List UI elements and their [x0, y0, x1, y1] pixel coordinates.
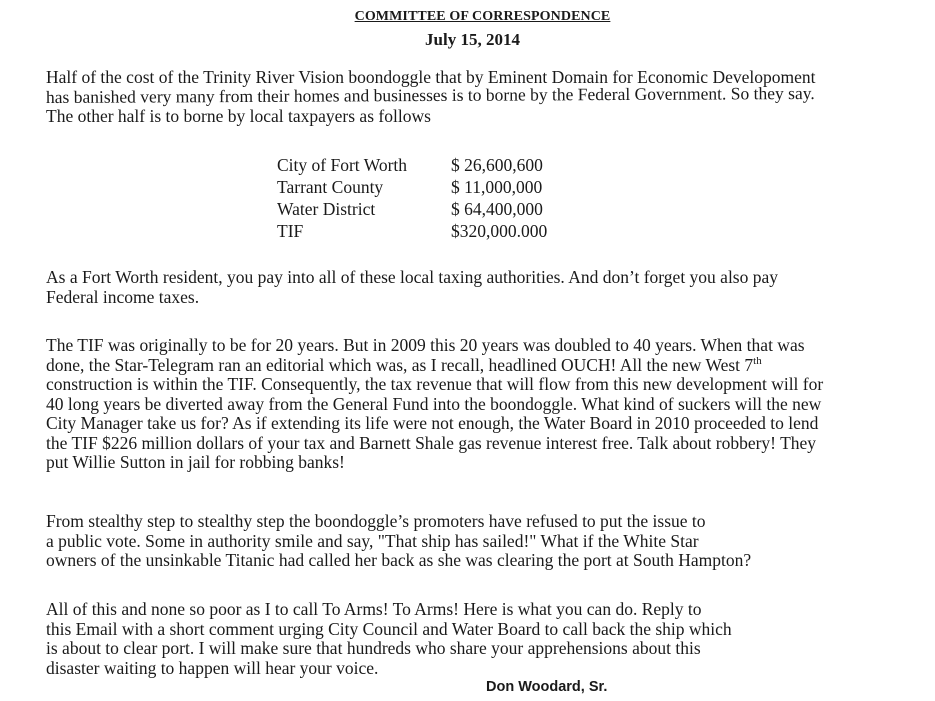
contribution-label: TIF: [277, 221, 304, 241]
paragraph-line: The other half is to borne by local taxpayers as follows: [46, 106, 431, 126]
signature: Don Woodard, Sr.: [486, 679, 608, 695]
paragraph-line: [46, 356, 823, 376]
contribution-table: [277, 154, 591, 242]
paragraph-line: put Willie Sutton in jail for robbing banks!: [46, 452, 345, 472]
contribution-amount: $ 26,600,600: [451, 155, 543, 175]
paragraph-line: 40 long years be diverted away from the General Fund into the boondoggle. What kind of suckers will the new: [46, 393, 822, 414]
paragraph-line: the TIF $226 million dollars of your tax and Barnett Shale gas revenue interest free. Talk about robbery! They: [46, 432, 817, 453]
tif-paragraph: [46, 336, 823, 473]
paragraph-line: Federal income taxes.: [46, 286, 200, 307]
contribution-label: Water District: [277, 199, 376, 219]
contribution-row: [277, 176, 591, 198]
stealthy-step-paragraph: [46, 512, 751, 571]
paragraph-line: From stealthy step to stealthy step the boondoggle’s promoters have refused to put the issue to: [46, 511, 706, 531]
paragraph-line: disaster waiting to happen will hear your voice.: [46, 657, 379, 678]
paragraph-line: City Manager take us for? As if extending its life were not enough, the Water Board in 2010 proceeded to lend: [46, 413, 819, 433]
paragraph-line: has banished very many from their homes and businesses is to borne by the Federal Government. So they say.: [45, 82, 815, 107]
paragraph-text: done, the Star-Telegram ran an editorial which was, as I recall, headlined OUCH! All the new West 7: [46, 354, 754, 375]
contribution-label: City of Fort Worth: [277, 155, 408, 175]
paragraph-line: Half of the cost of the Trinity River Vision boondoggle that by Eminent Domain for Economic Developoment: [46, 67, 816, 87]
call-to-action-paragraph: [46, 600, 732, 678]
document-date: July 15, 2014: [425, 30, 520, 49]
resident-paragraph: [46, 268, 778, 307]
paragraph-line: construction is within the TIF. Consequently, the tax revenue that will flow from this new development will for: [46, 374, 824, 394]
document-title: COMMITTEE OF CORRESPONDENCE: [354, 9, 611, 24]
contribution-row: [277, 198, 591, 220]
contribution-amount: $ 11,000,000: [451, 177, 543, 197]
paragraph-line: this Email with a short comment urging City Council and Water Board to call back the ship which: [46, 618, 732, 639]
contribution-amount: $ 64,400,000: [451, 199, 543, 219]
contribution-row: [277, 220, 591, 242]
intro-paragraph: [46, 68, 815, 127]
contribution-label: Tarrant County: [277, 177, 384, 197]
paragraph-line: owners of the unsinkable Titanic had called her back as she was clearing the port at South Hampton?: [46, 550, 752, 570]
paragraph-line: All of this and none so poor as I to call To Arms! To Arms! Here is what you can do. Reply to: [46, 599, 702, 619]
contribution-row: [277, 154, 591, 176]
paragraph-line: As a Fort Worth resident, you pay into all of these local taxing authorities. And don’t forget you also pay: [46, 267, 779, 287]
contribution-amount: $320,000.000: [451, 221, 548, 241]
paragraph-line: is about to clear port. I will make sure that hundreds who share your apprehensions about this: [46, 638, 701, 658]
superscript-text: th: [753, 354, 762, 367]
paragraph-line: The TIF was originally to be for 20 years. But in 2009 this 20 years was doubled to 40 years. When that was: [46, 335, 805, 355]
paragraph-line: a public vote. Some in authority smile and say, "That ship has sailed!" What if the White Star: [46, 530, 699, 551]
